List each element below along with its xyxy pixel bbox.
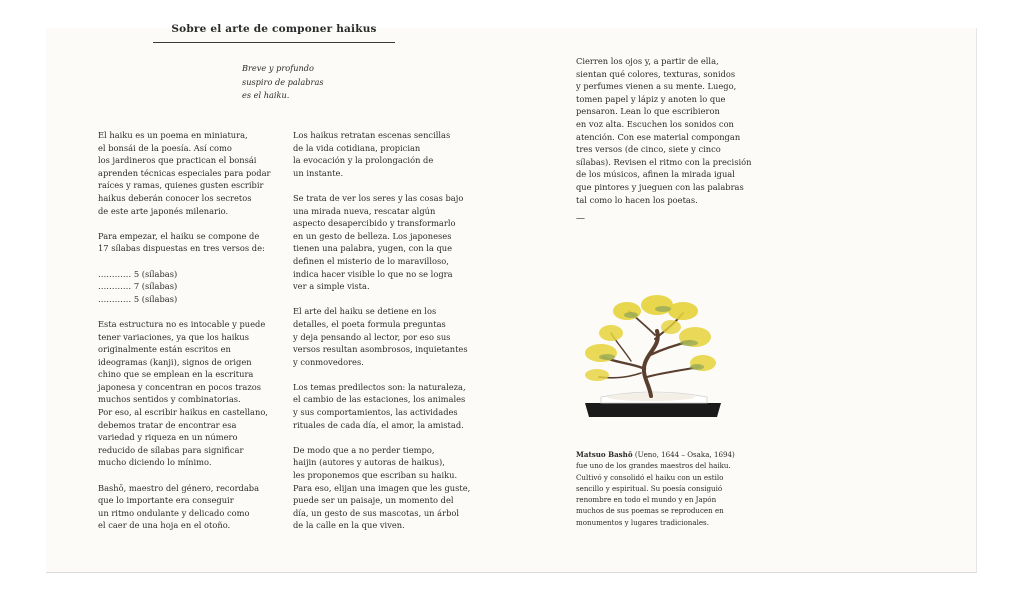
caption-line: monumentos y lugares tradicionales.	[576, 517, 709, 527]
text-line: los jardineros que practican el bonsái	[98, 155, 257, 166]
book-spread	[46, 23, 977, 573]
text-line: debemos tratar de encontrar esa	[98, 419, 237, 430]
text-column-2	[293, 129, 483, 545]
caption-line: fue uno de los grandes maestros del haiku.	[576, 461, 731, 471]
text-line: indica hacer visible lo que no se logra	[293, 268, 453, 279]
paragraph	[98, 129, 288, 217]
left-page	[46, 23, 486, 572]
text-line: El haiku es un poema en miniatura,	[98, 130, 248, 140]
text-line: que lo importante era conseguir	[98, 495, 234, 506]
text-line: raíces y ramas, quienes gusten escribir	[98, 180, 264, 191]
text-line: de la vida cotidiana, propician	[293, 142, 421, 153]
text-line: aspecto desapercibido y transformarlo	[293, 218, 456, 229]
bonsai-pot	[585, 392, 721, 417]
text-line: ………… 5 (sílabas)	[98, 293, 178, 304]
text-column-3	[576, 55, 776, 219]
epigraph-line: suspiro de palabras	[242, 76, 324, 87]
text-line: una mirada nueva, rescatar algún	[293, 205, 436, 216]
text-line: Los haikus retratan escenas sencillas	[293, 130, 451, 140]
paragraph	[293, 305, 483, 368]
text-line: les proponemos que escriban su haiku.	[293, 470, 458, 481]
text-line: tomen papel y lápiz y anoten lo que	[576, 93, 726, 104]
text-column-1	[98, 129, 288, 545]
caption-line: renombre en todo el mundo y en Japón	[576, 495, 717, 505]
paragraph	[98, 230, 288, 255]
section-dash: —	[576, 214, 585, 224]
paragraph	[98, 268, 288, 306]
text-line: originalmente están escritos en	[98, 344, 231, 355]
caption-line: Cultivó y consolidó el haiku con un estilo	[576, 472, 724, 482]
text-line: haikus deberán conocer los secretos	[98, 192, 252, 203]
text-line: chino que se emplean en la escritura	[98, 369, 254, 380]
text-line: ideogramas (kanji), signos de origen	[98, 356, 252, 367]
text-line: el bonsái de la poesía. Así como	[98, 142, 232, 153]
text-line: De modo que a no perder tiempo,	[293, 444, 435, 455]
author-caption	[576, 449, 776, 528]
epigraph-line: Breve y profundo	[242, 63, 314, 73]
text-line: puede ser un paisaje, un momento del	[293, 495, 454, 506]
paragraph	[98, 318, 288, 469]
epigraph-haiku	[242, 62, 382, 103]
text-line: definen el misterio de lo maravilloso,	[293, 255, 449, 266]
epigraph-line: es el haiku.	[242, 90, 290, 100]
text-line: atención. Con ese material compongan	[576, 131, 741, 142]
text-line: de los músicos, afinen la mirada igual	[576, 169, 735, 180]
text-line: haijin (autores y autoras de haikus),	[293, 457, 445, 468]
paragraph	[98, 482, 288, 532]
text-line: y deja pensando al lector, por eso sus	[293, 331, 451, 342]
paragraph	[293, 129, 483, 179]
text-line: reducido de sílabas para significar	[98, 444, 244, 455]
title-underline	[153, 42, 395, 43]
caption-line: sencillo y espiritual. Su poesía consiguió	[576, 483, 723, 493]
text-line: aprenden técnicas especiales para podar	[98, 167, 271, 178]
text-line: rituales de cada día, el amor, la amistad.	[293, 419, 464, 430]
text-line: Por eso, al escribir haikus en castellano,	[98, 407, 268, 418]
text-line: de este arte japonés milenario.	[98, 205, 229, 216]
text-line: detalles, el poeta formula preguntas	[293, 318, 446, 329]
paragraph	[576, 55, 776, 206]
text-line: Los temas predilectos son: la naturaleza,	[293, 381, 466, 392]
paragraph	[293, 444, 483, 532]
text-line: en un gesto de belleza. Los japoneses	[293, 230, 452, 241]
text-line: la evocación y la prolongación de	[293, 155, 434, 166]
page-title: Sobre el arte de componer haikus	[171, 23, 377, 35]
caption-line: muchos de sus poemas se reproducen en	[576, 506, 724, 516]
text-line: versos resultan asombrosos, inquietantes	[293, 344, 468, 355]
text-line: Para eso, elijan una imagen que les guste,	[293, 482, 471, 493]
author-name: Matsuo Bashō	[576, 450, 633, 459]
text-line: Esta estructura no es intocable y puede	[98, 318, 266, 329]
text-line: Para empezar, el haiku se compone de	[98, 230, 260, 241]
text-line: sientan qué colores, texturas, sonidos	[576, 68, 736, 79]
paragraph	[293, 381, 483, 431]
author-dates: (Ueno, 1644 – Osaka, 1694)	[632, 450, 735, 459]
text-line: sílabas). Revisen el ritmo con la precisión	[576, 156, 752, 167]
caption-heading	[576, 449, 776, 460]
text-line: ver a simple vista.	[293, 281, 370, 292]
text-line: mucho diciendo lo mínimo.	[98, 457, 212, 468]
right-page	[511, 28, 976, 572]
text-line: y perfumes vienen a su mente. Luego,	[576, 81, 737, 92]
bonsai-tree-illustration	[571, 283, 733, 433]
text-line: El arte del haiku se detiene en los	[293, 306, 437, 317]
text-line: el cambio de las estaciones, los animales	[293, 394, 466, 405]
text-line: que pintores y jueguen con las palabras	[576, 181, 744, 192]
text-line: japonesa y concentran en pocos trazos	[98, 381, 261, 392]
text-line: muchos sentidos y combinatorias.	[98, 394, 241, 405]
paragraph	[293, 192, 483, 293]
text-line: variedad y riqueza en un número	[98, 432, 238, 443]
text-line: el caer de una hoja en el otoño.	[98, 520, 231, 531]
text-line: ………… 5 (sílabas)	[98, 268, 178, 279]
text-line: ………… 7 (sílabas)	[98, 281, 178, 292]
text-line: Bashō, maestro del género, recordaba	[98, 482, 260, 493]
text-line: pensaron. Lean lo que escribieron	[576, 106, 720, 117]
text-line: tienen una palabra, yugen, con la que	[293, 243, 453, 254]
text-line: un instante.	[293, 167, 344, 178]
text-line: y sus comportamientos, las actividades	[293, 407, 458, 418]
text-line: y conmovedores.	[293, 356, 364, 367]
text-line: Se trata de ver los seres y las cosas bajo	[293, 192, 464, 203]
text-line: tener variaciones, ya que los haikus	[98, 331, 249, 342]
text-line: de la calle en la que viven.	[293, 520, 405, 531]
text-line: tres versos (de cinco, siete y cinco	[576, 144, 721, 155]
text-line: en voz alta. Escuchen los sonidos con	[576, 118, 734, 129]
text-line: día, un gesto de sus mascotas, un árbol	[293, 507, 460, 518]
text-line: 17 sílabas dispuestas en tres versos de:	[98, 243, 265, 254]
text-line: tal como lo hacen los poetas.	[576, 194, 698, 205]
text-line: Cierren los ojos y, a partir de ella,	[576, 56, 719, 66]
text-line: un ritmo ondulante y delicado como	[98, 507, 250, 518]
